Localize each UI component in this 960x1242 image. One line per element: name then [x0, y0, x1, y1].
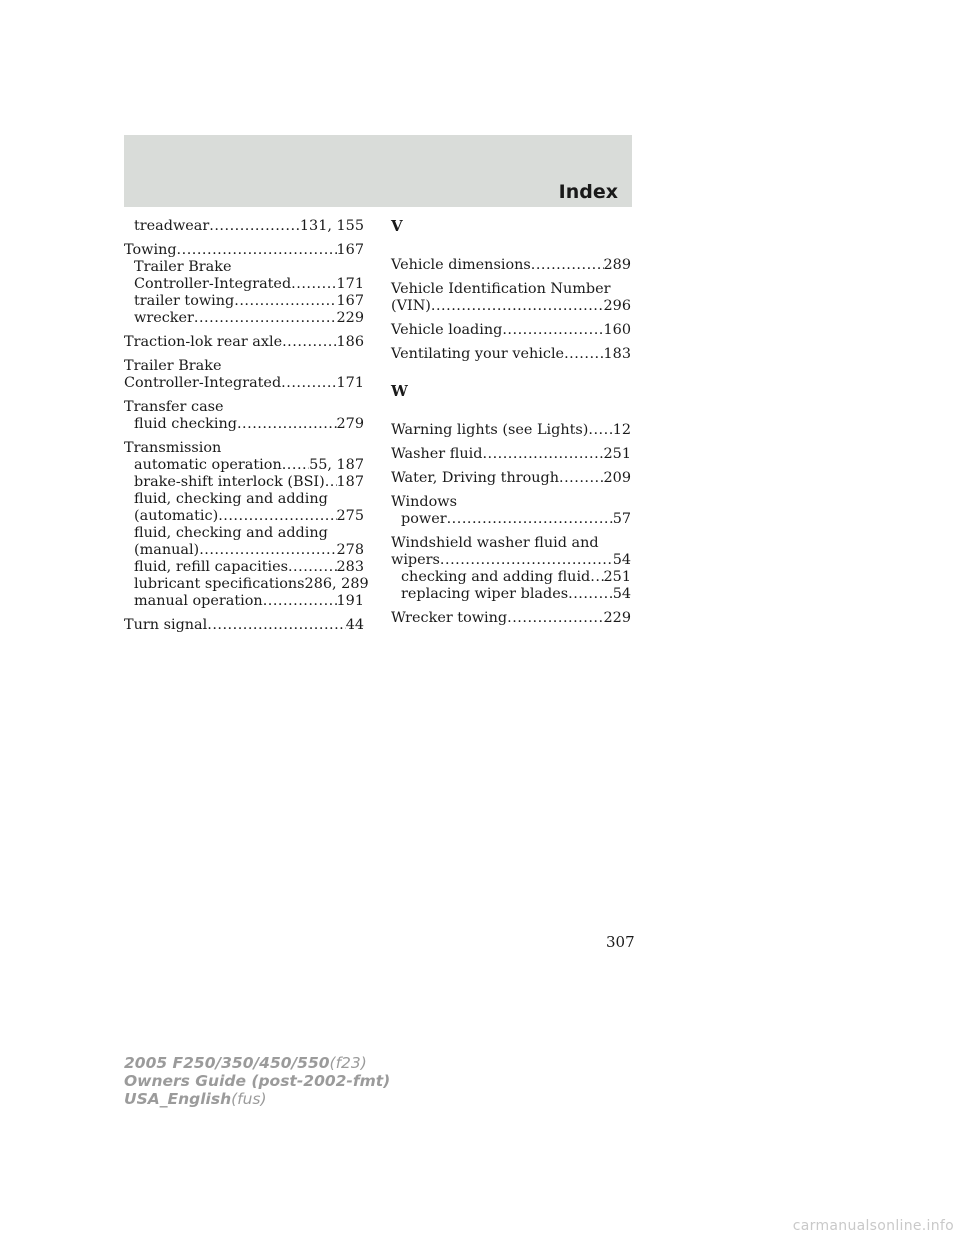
- index-subentry-line: [124, 293, 364, 310]
- index-entry: [124, 399, 364, 433]
- entry-page-ref: 54: [612, 552, 631, 568]
- index-subentry-line: [124, 457, 364, 474]
- entry-term: Washer fluid: [391, 446, 483, 462]
- index-subentry-line: [124, 276, 364, 293]
- entry-page-ref: 160: [603, 322, 631, 338]
- entry-page-ref: 283: [336, 559, 364, 575]
- index-entry-line: [391, 446, 631, 463]
- index-subentry-line: [124, 593, 364, 610]
- entry-page-ref: 251: [603, 569, 631, 585]
- index-subentry-line: [124, 491, 364, 508]
- index-entry-line: [124, 358, 364, 375]
- entry-term: Wrecker towing: [391, 610, 508, 626]
- index-letter-v: V: [391, 217, 403, 235]
- entry-term: trailer towing: [134, 293, 235, 309]
- entry-term: Ventilating your vehicle: [391, 346, 565, 362]
- entry-page-ref: 171: [336, 276, 364, 292]
- entry-page-ref: 286, 289: [304, 576, 369, 592]
- page-number: 307: [606, 933, 635, 951]
- entry-page-ref: 131, 155: [299, 218, 364, 234]
- dot-leader: [288, 559, 337, 576]
- index-subentry-line: [124, 416, 364, 433]
- entry-page-ref: 186: [336, 334, 364, 350]
- index-entry: [124, 218, 364, 235]
- entry-term: Windshield washer fluid and: [391, 535, 599, 551]
- index-entry-line: [391, 470, 631, 487]
- index-entry: [391, 470, 631, 487]
- dot-leader: [447, 511, 613, 528]
- entry-page-ref: 279: [336, 416, 364, 432]
- dot-leader: [502, 322, 603, 339]
- entry-term: brake-shift interlock (BSI): [134, 474, 325, 490]
- index-entry-line: [391, 322, 631, 339]
- entry-page-ref: 44: [345, 617, 364, 633]
- entry-page-ref: 296: [603, 298, 631, 314]
- entry-term: Water, Driving through: [391, 470, 560, 486]
- index-subentry-line: [124, 474, 364, 491]
- index-entry-line: [391, 610, 631, 627]
- entry-term: Warning lights (see Lights): [391, 422, 589, 438]
- index-entry: [391, 257, 631, 274]
- dot-leader: [291, 276, 336, 293]
- index-subentry-line: [124, 559, 364, 576]
- dot-leader: [207, 617, 345, 634]
- index-entry-line: [124, 617, 364, 634]
- entry-term: Vehicle dimensions: [391, 257, 531, 273]
- index-entry: [124, 242, 364, 327]
- dot-leader: [431, 298, 604, 315]
- index-entry-line: [124, 440, 364, 457]
- dot-leader: [588, 422, 612, 439]
- footer-line-language: USA_English(fus): [124, 1090, 267, 1108]
- entry-page-ref: 54: [612, 586, 631, 602]
- entry-term: manual operation: [134, 593, 263, 609]
- entry-term: Towing: [124, 242, 177, 258]
- dot-leader: [590, 569, 603, 586]
- index-group-w: [391, 422, 631, 627]
- index-subentry-line: [391, 569, 631, 586]
- index-subentry-line: [124, 259, 364, 276]
- index-entry-line: [124, 375, 364, 392]
- dot-leader: [218, 508, 336, 525]
- entry-page-ref: 229: [603, 610, 631, 626]
- index-entry-line: [391, 257, 631, 274]
- entry-term: Controller-Integrated: [124, 375, 282, 391]
- index-entry-line: [391, 298, 631, 315]
- index-entry: [391, 535, 631, 603]
- index-entry-line: [391, 346, 631, 363]
- entry-page-ref: 289: [603, 257, 631, 273]
- entry-term: Traction-lok rear axle: [124, 334, 283, 350]
- entry-term: fluid, checking and adding: [134, 525, 328, 541]
- entry-term: power: [401, 511, 447, 527]
- dot-leader: [199, 542, 336, 559]
- index-entry: [124, 358, 364, 392]
- entry-page-ref: 183: [603, 346, 631, 362]
- entry-page-ref: 12: [612, 422, 631, 438]
- index-entry: [391, 494, 631, 528]
- entry-term: fluid, checking and adding: [134, 491, 328, 507]
- watermark-text: carmanualsonline.info: [792, 1218, 954, 1234]
- index-column-left: [124, 218, 369, 641]
- dot-leader: [325, 474, 337, 491]
- index-entry: [391, 346, 631, 363]
- entry-term: wipers: [391, 552, 440, 568]
- index-subentry-line: [124, 542, 364, 559]
- footer-line-model: 2005 F250/350/450/550(f23): [124, 1054, 367, 1072]
- index-entry-line: [124, 399, 364, 416]
- dot-leader: [234, 293, 336, 310]
- index-entry: [391, 446, 631, 463]
- entry-term: automatic operation: [134, 457, 282, 473]
- entry-page-ref: 191: [336, 593, 364, 609]
- entry-term: replacing wiper blades: [401, 586, 569, 602]
- index-subentry-line: [391, 511, 631, 528]
- index-group-v: [391, 257, 631, 363]
- dot-leader: [282, 457, 309, 474]
- entry-term: fluid, refill capacities: [134, 559, 288, 575]
- entry-page-ref: 209: [603, 470, 631, 486]
- index-entry: [124, 617, 364, 634]
- index-entry-line: [391, 422, 631, 439]
- entry-term: Windows: [391, 494, 457, 510]
- entry-term: (VIN): [391, 298, 431, 314]
- entry-page-ref: 251: [603, 446, 631, 462]
- index-column-right: [391, 218, 631, 634]
- dot-leader: [282, 334, 336, 351]
- dot-leader: [194, 310, 337, 327]
- index-entry-line: [124, 242, 364, 259]
- index-entry-line: [124, 334, 364, 351]
- entry-term: treadwear: [134, 218, 210, 234]
- entry-term: Vehicle Identification Number: [391, 281, 611, 297]
- index-letter-w: W: [391, 382, 408, 400]
- index-entry-line: [391, 535, 631, 552]
- entry-term: wrecker: [134, 310, 194, 326]
- dot-leader: [281, 375, 336, 392]
- dot-leader: [507, 610, 603, 627]
- index-entry-line: [391, 552, 631, 569]
- dot-leader: [568, 586, 613, 603]
- entry-page-ref: 57: [612, 511, 631, 527]
- index-subentry-line: [124, 310, 364, 327]
- dot-leader: [440, 552, 613, 569]
- entry-term: Controller-Integrated: [134, 276, 292, 292]
- index-entry: [391, 322, 631, 339]
- entry-term: (manual): [134, 542, 200, 558]
- index-subentry-line: [124, 508, 364, 525]
- index-entry: [391, 422, 631, 439]
- dot-leader: [209, 218, 300, 235]
- entry-page-ref: 187: [336, 474, 364, 490]
- entry-term: (automatic): [134, 508, 219, 524]
- entry-term: Trailer Brake: [134, 259, 232, 275]
- index-subentry-line: [124, 525, 364, 542]
- section-title: Index: [558, 181, 618, 203]
- dot-leader: [559, 470, 604, 487]
- index-entry-line: [391, 281, 631, 298]
- index-entry: [391, 281, 631, 315]
- index-subentry-line: [124, 218, 364, 235]
- entry-page-ref: 275: [336, 508, 364, 524]
- index-entry: [391, 610, 631, 627]
- index-subentry-line: [124, 576, 369, 593]
- index-subentry-line: [391, 586, 631, 603]
- index-entry: [124, 334, 364, 351]
- dot-leader: [263, 593, 337, 610]
- entry-term: Vehicle loading: [391, 322, 503, 338]
- entry-page-ref: 167: [336, 242, 364, 258]
- footer-line-guide: Owners Guide (post-2002-fmt): [124, 1072, 391, 1090]
- entry-term: lubricant specifications: [134, 576, 305, 592]
- document-footer: [124, 1054, 390, 1108]
- entry-term: Turn signal: [124, 617, 208, 633]
- dot-leader: [177, 242, 337, 259]
- entry-page-ref: 55, 187: [309, 457, 364, 473]
- dot-leader: [237, 416, 337, 433]
- entry-term: fluid checking: [134, 416, 237, 432]
- index-entry-line: [391, 494, 631, 511]
- dot-leader: [564, 346, 603, 363]
- entry-term: Transmission: [124, 440, 222, 456]
- entry-page-ref: 278: [336, 542, 364, 558]
- entry-term: Transfer case: [124, 399, 224, 415]
- entry-page-ref: 171: [336, 375, 364, 391]
- entry-page-ref: 229: [336, 310, 364, 326]
- dot-leader: [531, 257, 604, 274]
- entry-term: Trailer Brake: [124, 358, 222, 374]
- index-entry: [124, 440, 369, 610]
- entry-page-ref: 167: [336, 293, 364, 309]
- header-band: [124, 135, 632, 207]
- dot-leader: [482, 446, 603, 463]
- entry-term: checking and adding fluid: [401, 569, 591, 585]
